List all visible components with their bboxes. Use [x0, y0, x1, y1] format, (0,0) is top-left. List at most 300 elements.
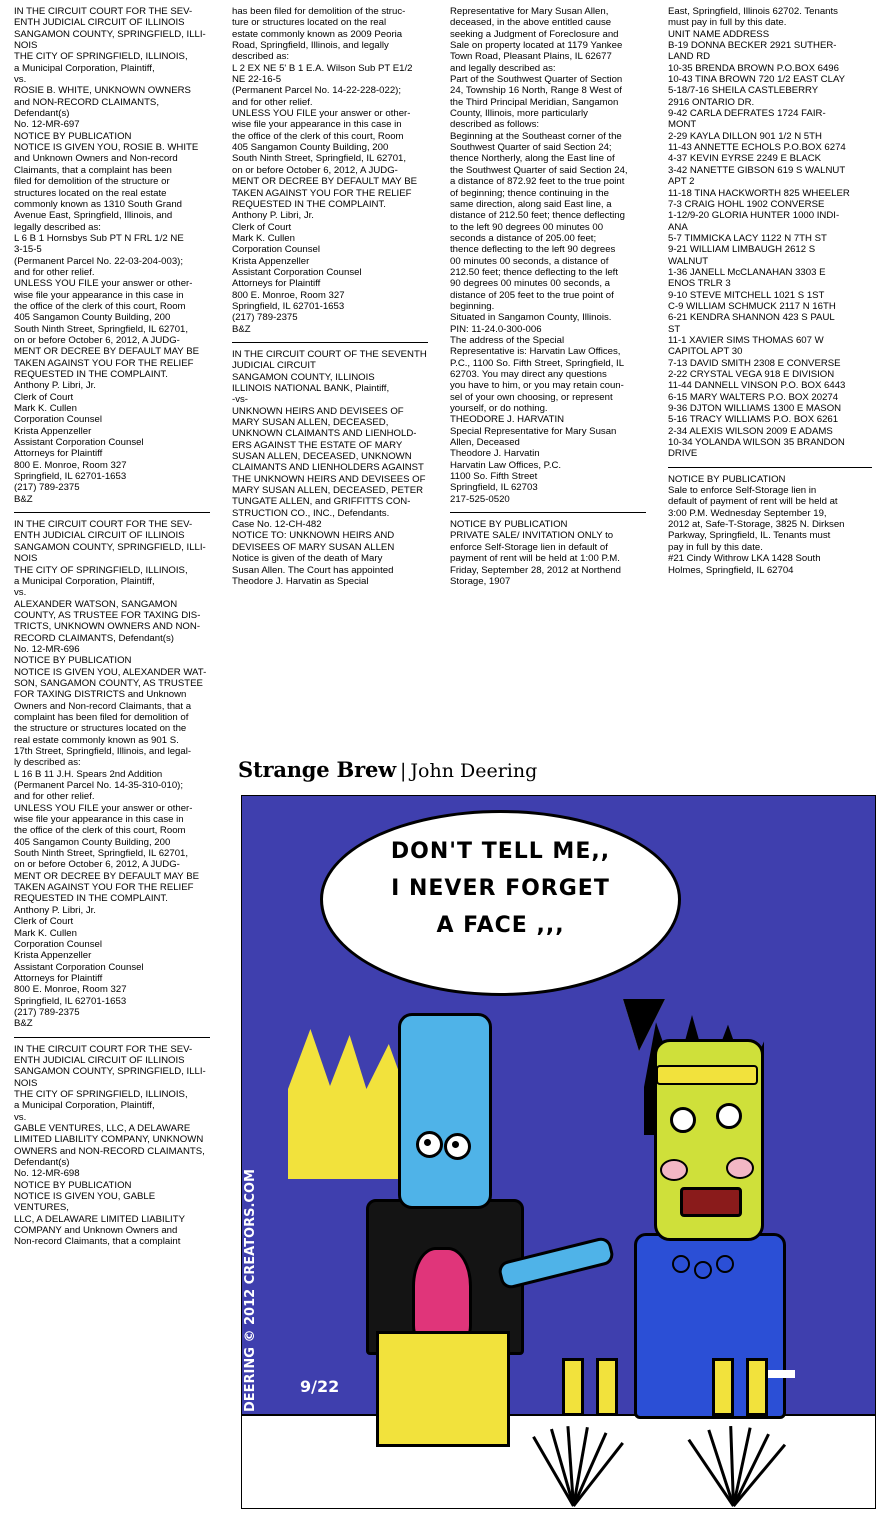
notice-line: Holmes, Springfield, IL 62704 [668, 564, 794, 576]
notice-line: Clerk of Court [232, 221, 292, 233]
notice-line: Springfield, IL 62703 [450, 482, 538, 494]
notice-line: has been filed for demolition of the struc- [232, 6, 406, 17]
notice-line: REQUESTED IN THE COMPLAINT. [14, 369, 168, 380]
notice-line: pay in full by this date. [668, 541, 763, 553]
legal-notice [14, 6, 210, 505]
notice-line: 90 degrees 00 minutes 00 seconds, a [450, 278, 611, 290]
notice-line: 3:00 P.M. Wednesday September 19, [668, 507, 827, 519]
notice-line: 3-15-5 [14, 244, 42, 256]
notice-line: 6-21 KENDRA SHANNON 423 S PAUL [668, 312, 835, 324]
notice-line: a Municipal Corporation, Plaintiff, [14, 575, 155, 587]
legal-notice [232, 6, 428, 335]
notice-line: Corporation Counsel [14, 414, 102, 426]
notice-line: Attorneys for Plaintiff [14, 972, 103, 984]
notice-line: THE CITY OF SPRINGFIELD, ILLINOIS, [14, 564, 188, 576]
notice-line: same direction, along said East line, a [450, 198, 612, 210]
notice-line: UNLESS YOU FILE your answer or other- [14, 278, 193, 290]
notice-line: UNKNOWN CLAIMANTS AND LIENHOLD- [232, 428, 417, 440]
notice-line: vs. [14, 587, 27, 599]
notice-line: MENT OR DECREE BY DEFAULT MAY BE [14, 346, 199, 358]
notice-line: TAKEN AGAINST YOU FOR THE RELIEF [14, 357, 194, 369]
notice-line: Friday, September 28, 2012 at Northend [450, 564, 622, 576]
notice-line: beginning. [450, 300, 495, 312]
notice-line: PIN: 11-24.0-300-006 [450, 323, 542, 335]
notice-line: a Municipal Corporation, Plaintiff, [14, 62, 155, 74]
notice-line: (Permanent Parcel No. 22-03-204-003); [14, 255, 184, 267]
notice-line: ENTH JUDICIAL CIRCUIT OF ILLINOIS [14, 530, 185, 542]
notice-line: Anthony P. Libri, Jr. [232, 210, 314, 222]
notice-line: THE CITY OF SPRINGFIELD, ILLINOIS, [14, 1088, 188, 1100]
notice-line: ERS AGAINST THE ESTATE OF MARY [232, 439, 403, 451]
notice-line: 7-13 DAVID SMITH 2308 E CONVERSE [668, 357, 841, 369]
notice-line: Assistant Corporation Counsel [14, 961, 144, 973]
notice-line: 217-525-0520 [450, 493, 510, 505]
character-right-cheek-1 [660, 1159, 688, 1181]
notice-line: No. 12-MR-697 [14, 119, 80, 131]
notice-line: DEVISEES OF MARY SUSAN ALLEN [232, 541, 395, 553]
notice-line: 1-36 JANELL McCLANAHAN 3303 E [668, 266, 826, 278]
notice-line: South Ninth Street, Springfield, IL 62701, [14, 848, 189, 860]
notice-line: UNLESS YOU FILE your answer or other- [232, 108, 411, 120]
comic-artwork [242, 796, 875, 1508]
notice-line: L 6 B 1 Hornsbys Sub PT N FRL 1/2 NE [14, 232, 184, 244]
notice-line: IN THE CIRCUIT COURT FOR THE SEV- [14, 6, 193, 17]
notice-line: a Municipal Corporation, Plaintiff, [14, 1100, 155, 1112]
notice-line: 00 minutes 00 seconds, a distance of [450, 255, 609, 267]
notice-line: PRIVATE SALE/ INVITATION ONLY to [450, 530, 614, 542]
notice-line: Theodore J. Harvatin [450, 448, 540, 460]
character-left-pupil-1 [424, 1139, 431, 1146]
notice-line: ENOS TRLR 3 [668, 278, 731, 290]
notice-line: ALEXANDER WATSON, SANGAMON [14, 598, 178, 610]
character-right-legs [712, 1360, 782, 1416]
notice-line: Storage, 1907 [450, 575, 511, 587]
notice-line: Allen, Deceased [450, 437, 520, 449]
notice-line: and for other relief. [232, 96, 313, 108]
notice-line: to the left 90 degrees 00 minutes 00 [450, 221, 604, 233]
notice-line: 405 Sangamon County Building, 200 [14, 312, 171, 324]
notice-line: on or before October 6, 2012, A JUDG- [14, 859, 180, 871]
notice-line: L 16 B 11 J.H. Spears 2nd Addition [14, 768, 163, 780]
notice-line: The address of the Special [450, 334, 565, 346]
notice-line: Southwest Quarter of said Section 24; [450, 142, 612, 154]
notice-line: TAKEN AGAINST YOU FOR THE RELIEF [14, 882, 194, 894]
notice-line: MARY SUSAN ALLEN, DECEASED, PETER [232, 485, 424, 497]
notice-line: Non-record Claimants, that a complaint [14, 1236, 181, 1248]
notice-line: NOTICE BY PUBLICATION [450, 519, 568, 531]
notice-line: default of payment of rent will be held at [668, 496, 838, 508]
notice-line: ANA [668, 221, 688, 233]
notice-line: NOTICE BY PUBLICATION [668, 473, 786, 485]
notice-line: SUSAN ALLEN, DECEASED, UNKNOWN [232, 451, 412, 463]
legal-notice [232, 349, 428, 587]
notice-line: seeking a Judgment of Foreclosure and [450, 28, 619, 40]
notice-line: UNKNOWN HEIRS AND DEVISEES OF [232, 405, 404, 417]
comic-panel [241, 795, 876, 1509]
notice-line: County, Illinois, more particularly [450, 108, 588, 120]
notice-line: THEODORE J. HARVATIN [450, 414, 565, 426]
column-3 [450, 6, 646, 587]
notice-line: No. 12-MR-698 [14, 1168, 80, 1180]
notice-line: NOTICE IS GIVEN YOU, GABLE VENTURES, [14, 1191, 156, 1214]
speech-line-2: I NEVER FORGET [391, 876, 610, 901]
section-divider [14, 1037, 210, 1038]
notice-line: you have to him, or you may retain coun- [450, 380, 624, 392]
character-left-pupil-2 [452, 1141, 459, 1148]
notice-line: Parkway, Springfield, IL. Tenants must [668, 530, 831, 542]
notice-line: ST [668, 323, 681, 335]
speech-line-3: A FACE ,,, [436, 913, 565, 938]
notice-line: a distance of 872.92 feet to the true point [450, 176, 625, 188]
character-right-cheek-2 [726, 1157, 754, 1179]
notice-line: FOR TAXING DISTRICTS and Unknown [14, 689, 187, 701]
notice-line: real estate commonly known as 901 S. [14, 734, 179, 746]
notice-line: Attorneys for Plaintiff [14, 448, 103, 460]
character-right-beads [672, 1255, 738, 1289]
notice-line: Clerk of Court [14, 391, 74, 403]
notice-line: (Permanent Parcel No. 14-35-310-010); [14, 780, 184, 792]
notice-line: Springfield, IL 62701-1653 [232, 300, 345, 312]
notice-line: (217) 789-2375 [232, 312, 298, 324]
notice-line: commonly known as 1310 South Grand [14, 198, 182, 210]
notice-line: wise file your appearance in this case in [14, 289, 184, 301]
notice-line: LAND RD [668, 51, 711, 63]
notice-line: 11-43 ANNETTE ECHOLS P.O.BOX 6274 [668, 142, 846, 154]
character-left-legs [562, 1360, 632, 1416]
notice-line: Sale on property located at 1179 Yankee [450, 40, 623, 52]
notice-line: B&Z [14, 1018, 33, 1030]
notice-line: Susan Allen. The Court has appointed [232, 564, 394, 576]
notice-line: Sale to enforce Self-Storage lien in [668, 485, 817, 497]
notice-line: 5-16 TRACY WILLIAMS P.O. BOX 6261 [668, 414, 839, 426]
notice-line: 2-29 KAYLA DILLON 901 1/2 N 5TH [668, 130, 822, 142]
notice-line: Case No. 12-CH-482 [232, 519, 322, 531]
notice-line: UNLESS YOU FILE your answer or other- [14, 802, 193, 814]
notice-line: and legally described as: [450, 62, 556, 74]
notice-line: Situated in Sangamon County, Illinois. [450, 312, 612, 324]
notice-line: and Unknown Owners and Non-record [14, 153, 178, 165]
notice-line: APT 2 [668, 176, 695, 188]
speech-bubble [320, 810, 681, 996]
notice-line: SON, SANGAMON COUNTY, AS TRUSTEE [14, 677, 203, 689]
section-divider [450, 512, 646, 513]
notice-line: NOTICE BY PUBLICATION [14, 655, 132, 667]
character-right-mouth [680, 1187, 742, 1217]
notice-line: #21 Cindy Withrow LKA 1428 South [668, 553, 821, 565]
notice-line: Anthony P. Libri, Jr. [14, 904, 96, 916]
notice-line: thence Northerly, along the East line of [450, 153, 615, 165]
notice-line: the Southwest Quarter of said Section 24, [450, 164, 628, 176]
character-right-eye-2 [716, 1103, 742, 1129]
notice-line: THE UNKNOWN HEIRS AND DEVISEES OF [232, 473, 426, 485]
notice-line: 2-34 ALEXIS WILSON 2009 E ADAMS [668, 425, 833, 437]
notice-line: Road, Springfield, Illinois, and legally [232, 40, 389, 52]
comic-title-bar [238, 757, 878, 782]
notice-line: REQUESTED IN THE COMPLAINT. [14, 893, 168, 905]
notice-line: 5-18/7-16 SHEILA CASTLEBERRY [668, 85, 819, 97]
notice-line: COUNTY, AS TRUSTEE FOR TAXING DIS- [14, 609, 201, 621]
notice-line: IN THE CIRCUIT COURT FOR THE SEV- [14, 519, 193, 531]
notice-line: MONT [668, 119, 697, 131]
notice-line: and for other relief. [14, 791, 95, 803]
notice-line: legally described as: [14, 221, 101, 233]
notice-line: COMPANY and Unknown Owners and [14, 1225, 178, 1237]
legal-notice [668, 6, 872, 460]
notice-line: ENTH JUDICIAL CIRCUIT OF ILLINOIS [14, 17, 185, 29]
notice-line: the office of the clerk of this court, Room [14, 825, 186, 837]
notice-line: SANGAMON COUNTY, SPRINGFIELD, ILLI- [14, 541, 206, 553]
notice-line: Owners and Non-record Claimants, that a [14, 700, 192, 712]
notice-line: ILLINOIS NATIONAL BANK, Plaintiff, [232, 383, 390, 394]
notice-line: -vs- [232, 394, 248, 406]
notice-line: 10-35 BRENDA BROWN P.O.BOX 6496 [668, 62, 839, 74]
bush-right [694, 1410, 774, 1506]
notice-line: 212.50 feet; thence deflecting to the left [450, 266, 619, 278]
column-1 [14, 6, 210, 1248]
notice-line: Defendant(s) [14, 108, 70, 120]
notice-line: ly described as: [14, 757, 81, 769]
notice-line: Mark K. Cullen [14, 927, 77, 939]
notice-line: NOTICE IS GIVEN YOU, ALEXANDER WAT- [14, 666, 207, 678]
notice-line: Claimants, that a complaint has been [14, 164, 172, 176]
notice-line: and NON-RECORD CLAIMANTS, [14, 96, 159, 108]
legal-notice [450, 6, 646, 505]
notice-line: RECORD CLAIMANTS, Defendant(s) [14, 632, 174, 644]
notice-line: THE CITY OF SPRINGFIELD, ILLINOIS, [14, 51, 188, 63]
comic-title: Strange Brew [238, 757, 397, 782]
notice-line: 9-36 DJTON WILLIAMS 1300 E MASON [668, 403, 842, 415]
notice-line: C-9 WILLIAM SCHMUCK 2117 N 16TH [668, 300, 836, 312]
notice-line: Springfield, IL 62701-1653 [14, 471, 127, 483]
notice-line: Anthony P. Libri, Jr. [14, 380, 96, 392]
notice-line: Springfield, IL 62701-1653 [14, 995, 127, 1007]
notice-line: 24, Township 16 North, Range 8 West of [450, 85, 622, 97]
notice-line: 405 Sangamon County Building, 200 [14, 836, 171, 848]
notice-line: Representative is: Harvatin Law Offices, [450, 346, 621, 358]
notice-line: NE 22-16-5 [232, 74, 282, 86]
section-divider [668, 467, 872, 468]
notice-line: IN THE CIRCUIT COURT OF THE SEVENTH [232, 348, 427, 360]
notice-line: 7-3 CRAIG HOHL 1902 CONVERSE [668, 198, 825, 210]
notice-line: wise file your appearance in this case in [232, 119, 402, 131]
character-left-skirt [376, 1331, 510, 1447]
legal-notice [14, 1044, 210, 1248]
bush-left [534, 1410, 614, 1506]
notice-line: 1-12/9-20 GLORIA HUNTER 1000 INDI- [668, 210, 840, 222]
speech-bubble-text [323, 839, 678, 938]
notice-line: Notice is given of the death of Mary [232, 553, 383, 565]
notice-line: wise file your appearance in this case in [14, 814, 184, 826]
notice-line: NOTICE IS GIVEN YOU, ROSIE B. WHITE [14, 142, 199, 154]
notice-line: Krista Appenzeller [14, 425, 92, 437]
notice-line: 11-1 XAVIER SIMS THOMAS 607 W [668, 334, 824, 346]
notice-line: CAPITOL APT 30 [668, 346, 743, 358]
notice-line: East, Springfield, Illinois 62702. Tenants [668, 6, 838, 17]
notice-line: 1100 So. Fifth Street [450, 471, 538, 483]
notice-line: structures located on the real estate [14, 187, 167, 199]
comic-title-separator: | [400, 760, 407, 782]
notice-line: 5-7 TIMMICKA LACY 1122 N 7TH ST [668, 232, 827, 244]
character-left [302, 1011, 552, 1411]
comic-author: John Deering [410, 760, 538, 782]
notice-line: on or before October 6, 2012, A JUDG- [232, 164, 398, 176]
legal-notice [450, 519, 646, 587]
notice-line: 2012 at, Safe-T-Storage, 3825 N. Dirksen [668, 519, 845, 531]
notice-line: 11-44 DANNELL VINSON P.O. BOX 6443 [668, 380, 846, 392]
speech-line-1: DON'T TELL ME,, [390, 839, 611, 864]
notice-line: Beginning at the Southeast corner of the [450, 130, 622, 142]
notice-line: LLC, A DELAWARE LIMITED LIABILITY [14, 1213, 185, 1225]
notice-line: JUDICIAL CIRCUIT [232, 360, 316, 372]
notice-line: Special Representative for Mary Susan [450, 425, 617, 437]
notice-line: 800 E. Monroe, Room 327 [232, 289, 345, 301]
notice-line: the office of the clerk of this court, Room [232, 130, 404, 142]
character-left-head [398, 1013, 492, 1209]
character-right-headband [656, 1065, 758, 1085]
notice-line: 405 Sangamon County Building, 200 [232, 142, 389, 154]
notice-line: Defendant(s) [14, 1157, 70, 1169]
notice-line: OWNERS and NON-RECORD CLAIMANTS, [14, 1145, 205, 1157]
notice-line: 9-10 STEVE MITCHELL 1021 S 1ST [668, 289, 825, 301]
notice-line: Harvatin Law Offices, P.C. [450, 459, 562, 471]
notice-line: 2-22 CRYSTAL VEGA 918 E DIVISION [668, 369, 835, 380]
legal-notice [14, 519, 210, 1029]
legal-notice [668, 474, 872, 576]
notice-line: distance of 212.50 feet; thence deflecting [450, 210, 625, 222]
notice-line: 3-42 NANETTE GIBSON 619 S WALNUT [668, 164, 846, 176]
column-2 [232, 6, 428, 587]
notice-line: Mark K. Cullen [232, 232, 295, 244]
notice-line: ENTH JUDICIAL CIRCUIT OF ILLINOIS [14, 1054, 185, 1066]
notice-line: (Permanent Parcel No. 14-22-228-022); [232, 85, 402, 97]
notice-line: Avenue East, Springfield, Illinois, and [14, 210, 173, 222]
notice-line: MENT OR DECREE BY DEFAULT MAY BE [14, 870, 199, 882]
notice-line: Corporation Counsel [232, 244, 320, 256]
notice-line: 11-18 TINA HACKWORTH 825 WHEELER [668, 187, 850, 199]
notice-line: 9-42 CARLA DEFRATES 1724 FAIR- [668, 108, 826, 120]
notice-line: No. 12-MR-696 [14, 643, 80, 655]
notice-line: SANGAMON COUNTY, SPRINGFIELD, ILLI- [14, 1066, 206, 1078]
notice-line: seconds a distance of 205.00 feet; [450, 232, 597, 244]
notice-line: South Ninth Street, Springfield, IL 62701, [232, 153, 407, 165]
notice-line: LIMITED LIABILITY COMPANY, UNKNOWN [14, 1134, 204, 1146]
notice-line: NOTICE BY PUBLICATION [14, 1179, 132, 1191]
notice-line: enforce Self-Storage lien in default of [450, 541, 608, 553]
notice-line: sel of your own choosing, or represent [450, 391, 613, 403]
notice-line: the structure or structures located on the [14, 723, 187, 735]
notice-line: described as follows: [450, 119, 540, 131]
notice-line: ture or structures located on the real [232, 17, 387, 29]
notice-line: ROSIE B. WHITE, UNKNOWN OWNERS [14, 85, 191, 97]
notice-line: IN THE CIRCUIT COURT FOR THE SEV- [14, 1043, 193, 1055]
notice-line: and for other relief. [14, 266, 95, 278]
character-right-eye-1 [670, 1107, 696, 1133]
notice-line: South Ninth Street, Springfield, IL 62701, [14, 323, 189, 335]
notice-line: 2916 ONTARIO DR. [668, 96, 755, 108]
notice-line: B-19 DONNA BECKER 2921 SUTHER- [668, 40, 837, 52]
artist-signature: DEERING © 2012 CREATORS.COM [243, 1169, 258, 1412]
notice-line: B&Z [14, 493, 33, 505]
notice-line: (217) 789-2375 [14, 482, 80, 494]
notice-line: GABLE VENTURES, LLC, A DELAWARE [14, 1123, 191, 1134]
notice-line: TRICTS, UNKNOWN OWNERS AND NON- [14, 621, 201, 633]
notice-line: L 2 EX NE 5' B 1 E.A. Wilson Sub PT E1/2 [232, 62, 413, 74]
notice-line: STRUCTION CO., INC., Defendants. [232, 507, 390, 519]
notice-line: Assistant Corporation Counsel [14, 437, 144, 449]
notice-line: UNIT NAME ADDRESS [668, 28, 770, 40]
notice-line: 6-15 MARY WALTERS P.O. BOX 20274 [668, 391, 839, 403]
notice-line: 800 E. Monroe, Room 327 [14, 459, 127, 471]
notice-line: Part of the Southwest Quarter of Section [450, 74, 623, 86]
notice-line: distance of 205 feet to the true point of [450, 289, 614, 301]
notice-line: Corporation Counsel [14, 938, 102, 950]
notice-line: WALNUT [668, 255, 709, 267]
notice-line: vs. [14, 74, 27, 86]
comic-date: 9/22 [300, 1377, 340, 1396]
notice-line: Clerk of Court [14, 916, 74, 928]
notice-line: CLAIMANTS AND LIENHOLDERS AGAINST [232, 462, 424, 474]
character-right [620, 1011, 850, 1411]
notice-line: NOTICE BY PUBLICATION [14, 130, 132, 142]
notice-line: B&Z [232, 323, 251, 335]
notice-line: SANGAMON COUNTY, ILLINOIS [232, 371, 375, 383]
notice-line: REQUESTED IN THE COMPLAINT. [232, 198, 386, 210]
notice-line: NOIS [14, 1077, 38, 1089]
notice-line: deceased, in the above entitled cause [450, 17, 612, 29]
notice-line: 62703. You may direct any questions [450, 369, 607, 380]
notice-line: Attorneys for Plaintiff [232, 278, 321, 290]
notice-line: yourself, or do nothing. [450, 403, 548, 415]
notice-line: 10-34 YOLANDA WILSON 35 BRANDON [668, 437, 845, 449]
notice-line: complaint has been filed for demolition of [14, 711, 189, 723]
speech-bubble-tail [623, 999, 665, 1051]
notice-line: MARY SUSAN ALLEN, DECEASED, [232, 417, 389, 429]
column-4 [668, 6, 872, 576]
notice-line: Krista Appenzeller [14, 950, 92, 962]
notice-line: DRIVE [668, 448, 698, 460]
notice-line: TUNGATE ALLEN, and GRIFFITTS CON- [232, 496, 411, 508]
notice-line: NOTICE TO: UNKNOWN HEIRS AND [232, 530, 395, 542]
notice-line: Representative for Mary Susan Allen, [450, 6, 609, 17]
notice-line: Mark K. Cullen [14, 403, 77, 415]
notice-line: the Third Principal Meridian, Sangamon [450, 96, 619, 108]
notice-line: NOIS [14, 40, 38, 52]
notice-line: Theodore J. Harvatin as Special [232, 575, 369, 587]
notice-line: must pay in full by this date. [668, 17, 787, 29]
notice-line: Krista Appenzeller [232, 255, 310, 267]
notice-line: the office of the clerk of this court, Room [14, 300, 186, 312]
notice-line: 10-43 TINA BROWN 720 1/2 EAST CLAY [668, 74, 846, 86]
notice-line: P.C., 1100 So. Fifth Street, Springfield, IL [450, 357, 625, 369]
section-divider [232, 342, 428, 343]
notice-line: Town Road, Pleasant Plains, IL 62677 [450, 51, 612, 63]
notice-line: SANGAMON COUNTY, SPRINGFIELD, ILLI- [14, 28, 206, 40]
notice-line: (217) 789-2375 [14, 1006, 80, 1018]
section-divider [14, 512, 210, 513]
notice-line: Assistant Corporation Counsel [232, 266, 362, 278]
notice-line: MENT OR DECREE BY DEFAULT MAY BE [232, 176, 417, 188]
notice-line: payment of rent will be held at 1:00 P.M. [450, 553, 620, 565]
notice-line: on or before October 6, 2012, A JUDG- [14, 334, 180, 346]
notice-line: 4-37 KEVIN EYRSE 2249 E BLACK [668, 153, 822, 165]
notice-line: NOIS [14, 553, 38, 565]
notice-line: described as: [232, 51, 290, 63]
notice-line: filed for demolition of the structure or [14, 176, 170, 188]
notice-line: TAKEN AGAINST YOU FOR THE RELIEF [232, 187, 412, 199]
notice-line: 9-21 WILLIAM LIMBAUGH 2612 S [668, 244, 816, 256]
notice-line: 17th Street, Springfield, Illinois, and legal- [14, 746, 192, 757]
notice-line: 800 E. Monroe, Room 327 [14, 984, 127, 996]
